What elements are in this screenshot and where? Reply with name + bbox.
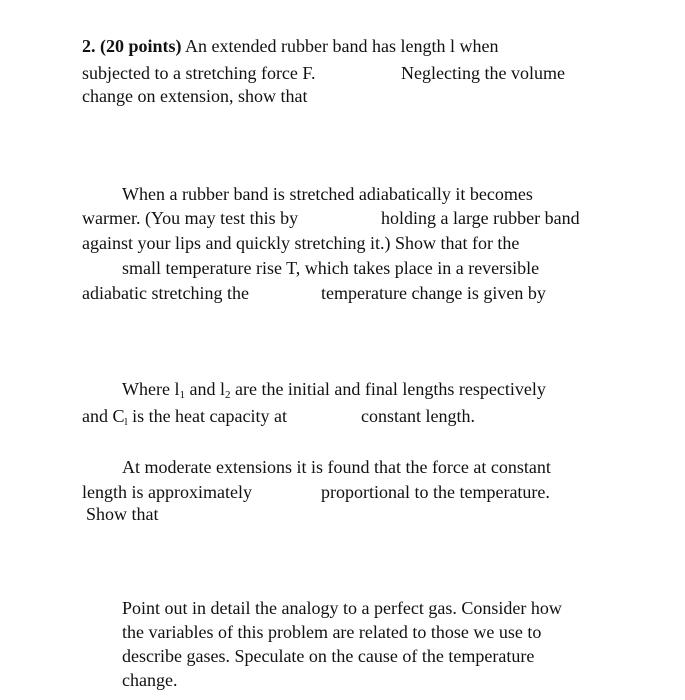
moderate-text-3: Show that [86,504,159,524]
adiabatic-text-4: small temperature rise T, which takes place in a reversible [122,258,540,278]
analogy-text-4: change. [122,670,178,690]
intro-text-3: change on extension, show that [82,86,308,106]
adiabatic-text-2b: holding a large rubber band [381,208,580,228]
where-text-2a: and $C_l$ is the heat capacity at [82,406,287,428]
adiabatic-text-5a: adiabatic stretching the [82,283,249,303]
problem-intro-line-1 [82,35,498,57]
where-text-1: Where $l_1$ and $l_2$ are the initial and final lengths respectively [122,379,546,401]
where-text-2b: constant length. [361,406,475,426]
analogy-text-1: Point out in detail the analogy to a perfect gas. Consider how [122,598,562,618]
adiabatic-text-5b: temperature change is given by [321,283,546,303]
intro-text-1: An extended rubber band has length l when [185,36,499,56]
intro-text-2b: Neglecting the volume [401,63,565,83]
moderate-text-2b: proportional to the temperature. [321,482,550,502]
analogy-text-3: describe gases. Speculate on the cause of the temperature [122,646,535,666]
problem-points: (20 points) [100,36,182,56]
adiabatic-text-2a: warmer. (You may test this by [82,208,299,228]
adiabatic-text-1: When a rubber band is stretched adiabatically it becomes [122,184,533,204]
moderate-text-2a: length is approximately [82,482,252,502]
moderate-text-1: At moderate extensions it is found that the force at constant [122,457,551,477]
adiabatic-text-3: against your lips and quickly stretching it.) Show that for the [82,233,520,253]
intro-text-2a: subjected to a stretching force F. [82,63,316,83]
problem-number: 2. [82,36,96,56]
analogy-text-2: the variables of this problem are related to those we use to [122,622,542,642]
